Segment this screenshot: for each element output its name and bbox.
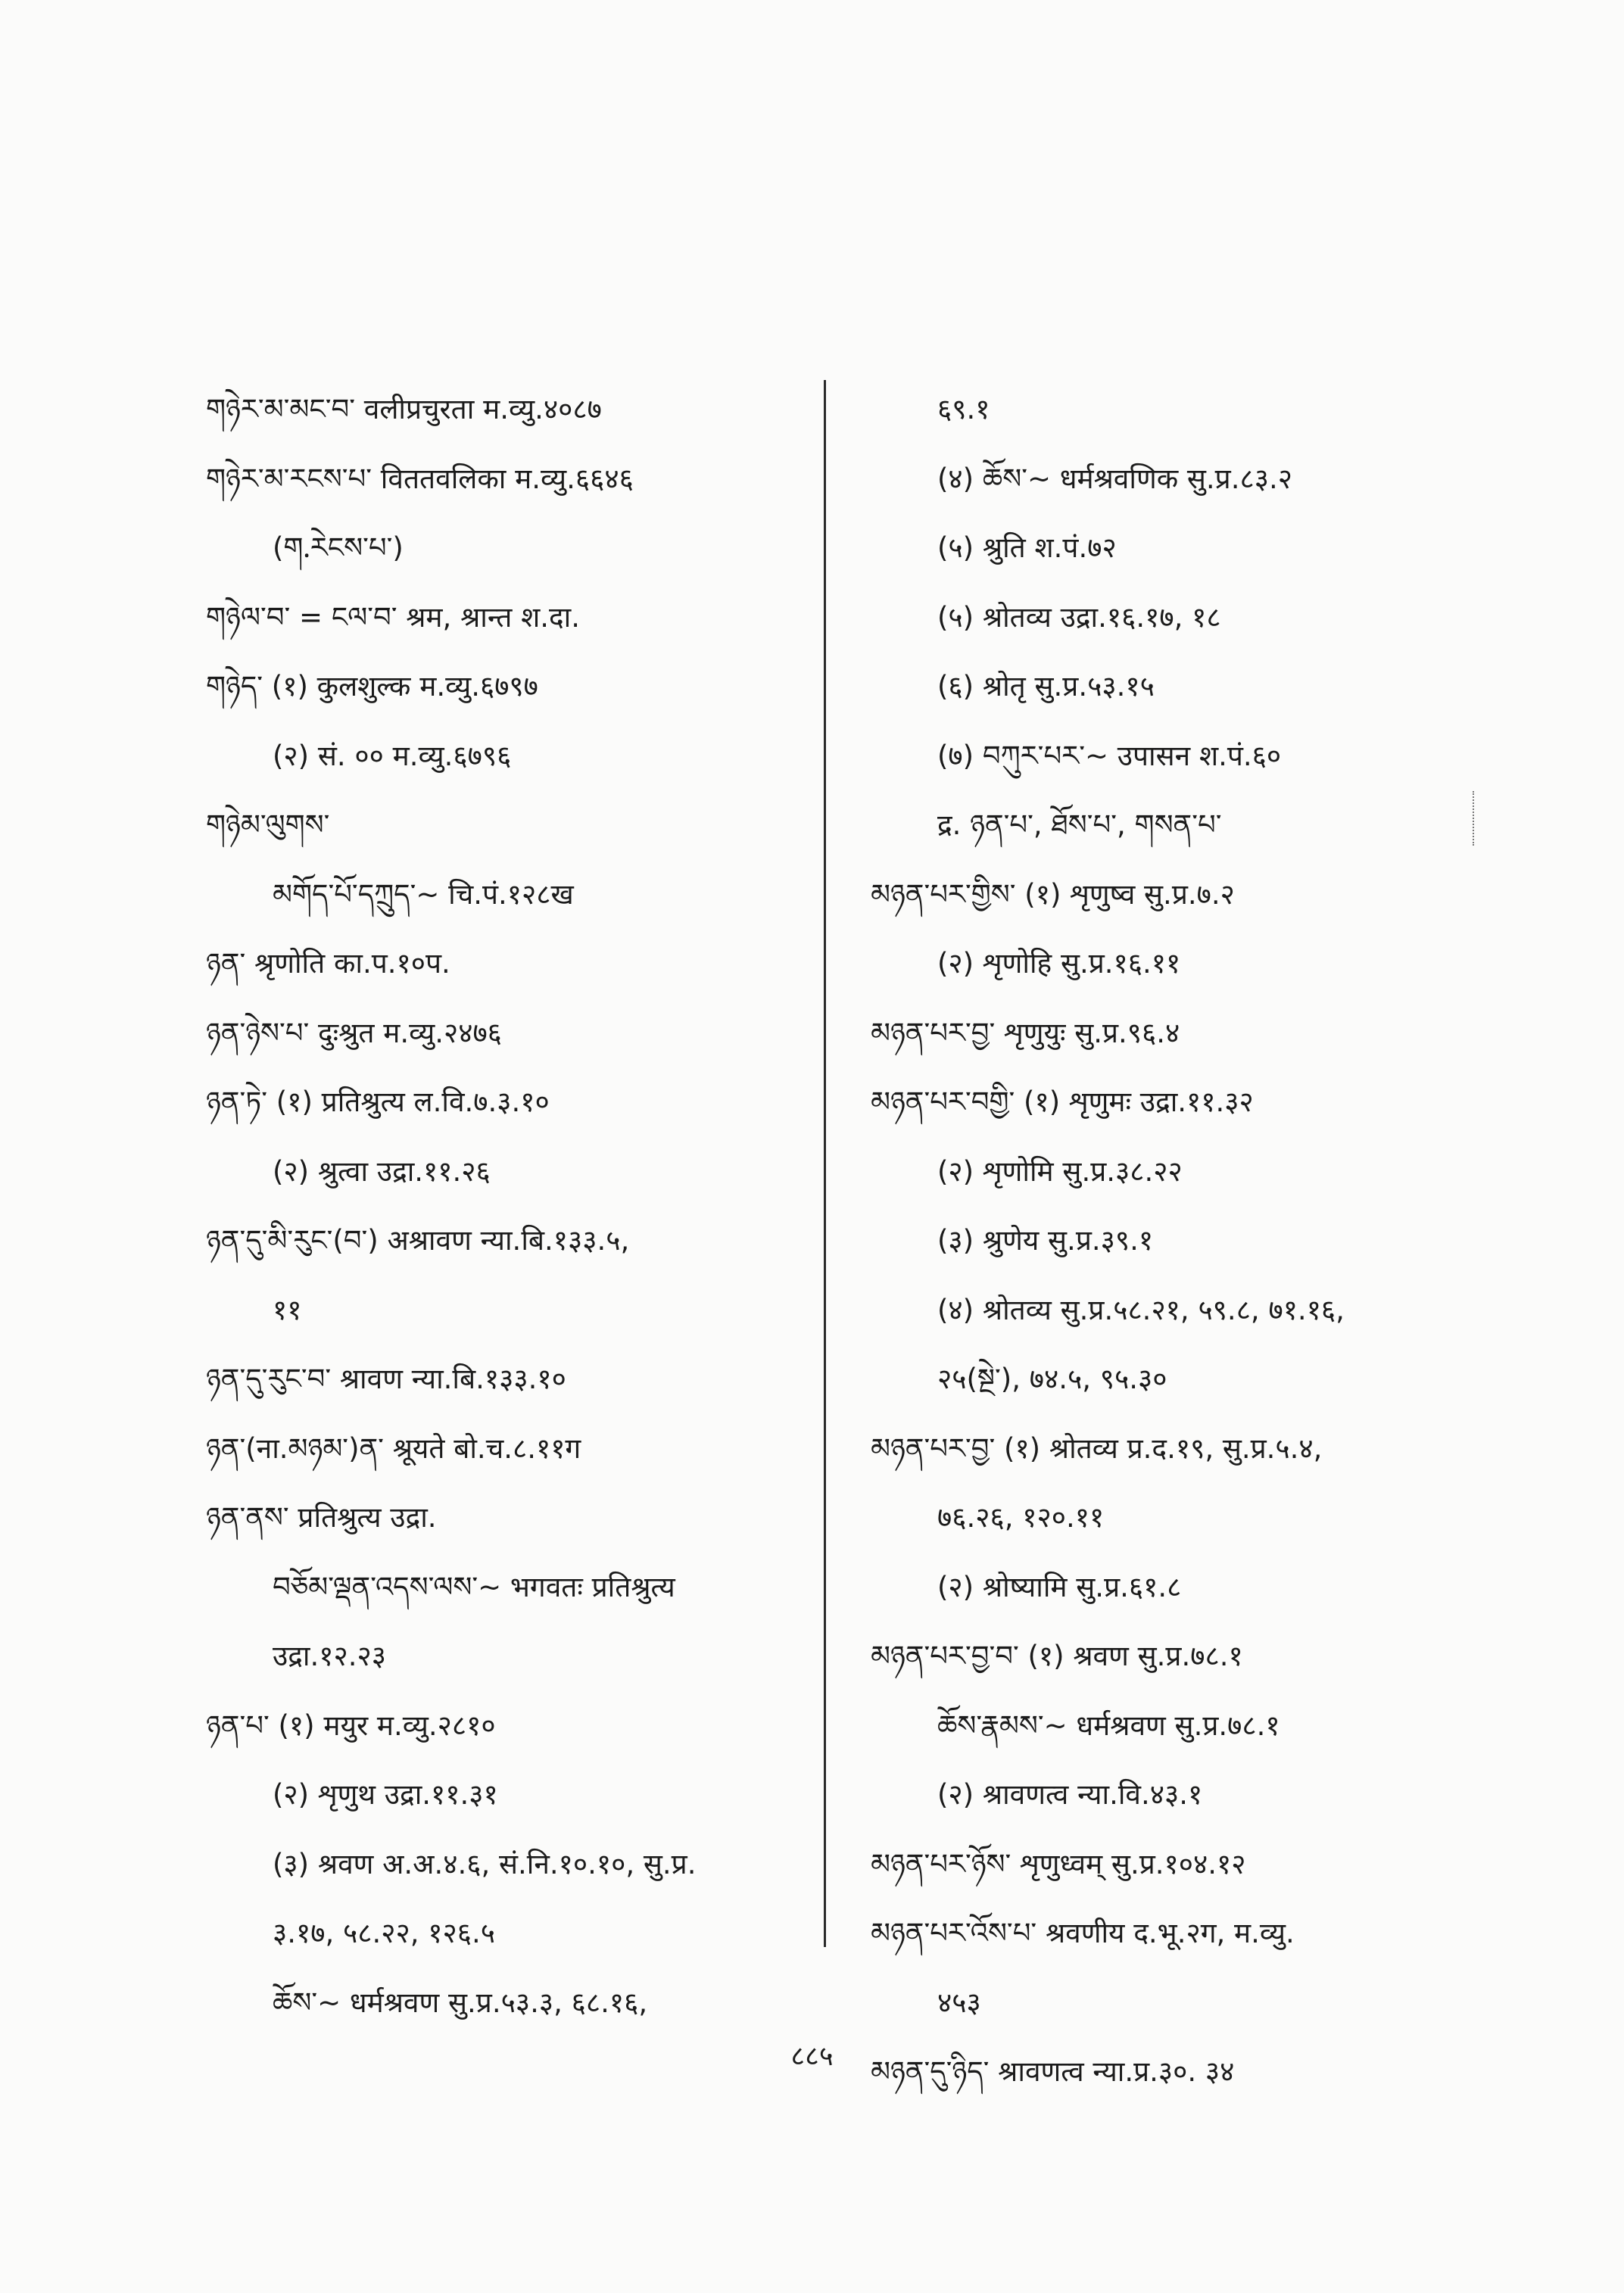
column-divider xyxy=(824,380,826,1947)
dictionary-entry-line: ཉན་དུ་མི་རུང་(བ་) अश्रावण न्या.बि.१३३.५, xyxy=(206,1224,630,1257)
margin-mark xyxy=(1473,791,1477,846)
dictionary-entry-line: (३) श्रवण अ.अ.४.६, सं.नि.१०.१०, सु.प्र. xyxy=(273,1847,697,1880)
dictionary-entry-line: (२) शृणुथ उद्रा.११.३१ xyxy=(273,1778,498,1811)
dictionary-entry-line: ཉན་ཏེ་ (१) प्रतिश्रुत्य ल.वि.७.३.१० xyxy=(206,1086,550,1118)
dictionary-entry-line: (२) श्रोष्यामि सु.प्र.६१.८ xyxy=(937,1570,1182,1603)
dictionary-entry-line: མཉན་པར་གྱིས་ (१) शृणुष्व सु.प्र.७.२ xyxy=(871,877,1235,911)
left-column xyxy=(206,375,812,2037)
dictionary-entry-line: བཅོམ་ལྡན་འདས་ལས་~ भगवतः प्रतिश्रुत्य xyxy=(273,1570,675,1603)
dictionary-entry-line: གཉེར་མ་རངས་པ་ विततवलिका म.व्यु.६६४६ xyxy=(206,462,634,495)
dictionary-entry-line: (५) श्रुति श.पं.७२ xyxy=(937,531,1117,564)
dictionary-entry-line: ཉན་པ་ (१) मयुर म.व्यु.२८१० xyxy=(206,1709,496,1742)
dictionary-entry-line: ७६.२६, १२०.११ xyxy=(937,1501,1105,1534)
dictionary-entry-line: (२) शृणोमि सु.प्र.३८.२२ xyxy=(937,1154,1183,1188)
dictionary-entry-line: (६) श्रोतृ सु.प्र.५३.१५ xyxy=(937,670,1155,703)
dictionary-entry-line: མགོད་པོ་དཀྲུད་~ चि.पं.१२८ख xyxy=(273,877,574,911)
dictionary-entry-line: གཉེར་མ་མང་བ་ वलीप्रचुरता म.व्यु.४०८७ xyxy=(206,393,602,425)
dictionary-entry-line: མཉན་པར་འོས་པ་ श्रवणीय द.भू.२ग, म.व्यु. xyxy=(871,1917,1295,1949)
dictionary-entry-line: གཉེལ་བ་ = ངལ་བ་ श्रम, श्रान्त श.दा. xyxy=(206,600,581,634)
dictionary-entry-line: ཉན་ श्रृणोति का.प.१०प. xyxy=(206,947,450,980)
dictionary-entry-line: ३.१७, ५८.२२, १२६.५ xyxy=(273,1917,495,1949)
dictionary-entry-line: (४) श्रोतव्य सु.प्र.५८.२१, ५९.८, ७१.१६, xyxy=(937,1293,1345,1326)
dictionary-entry-line: (४) ཆོས་~ धर्मश्रवणिक सु.प्र.८३.२ xyxy=(937,462,1292,495)
dictionary-entry-line: ཉན་(ना.མཉམ་)ན་ श्रूयते बो.च.८.११ग xyxy=(206,1432,581,1465)
dictionary-entry-line: མཉན་པར་ཉོས་ शृणुध्वम् सु.प्र.१०४.१२ xyxy=(871,1847,1246,1880)
dictionary-entry-line: ११ xyxy=(273,1293,302,1326)
dictionary-entry-line: (२) सं. ०० म.व्यु.६७९६ xyxy=(273,739,512,772)
dictionary-entry-line: (२) श्रावणत्व न्या.वि.४३.१ xyxy=(937,1778,1203,1811)
dictionary-entry-line: ཉན་ནས་ प्रतिश्रुत्य उद्रा. xyxy=(206,1501,437,1534)
dictionary-entry-line: མཉན་པར་བྱ་ शृणुयुः सु.प्र.९६.४ xyxy=(871,1016,1180,1049)
dictionary-entry-line: (२) शृणोहि सु.प्र.१६.११ xyxy=(937,947,1181,980)
dictionary-entry-line: द्र. ཉན་པ་, ཐོས་པ་, གསན་པ་ xyxy=(937,808,1222,841)
dictionary-entry-line: མཉན་དུ་ཉིད་ श्रावणत्व न्या.प्र.३०. ३४ xyxy=(871,2055,1235,2088)
dictionary-entry-line: ཆོས་~ धर्मश्रवण सु.प्र.५३.३, ६८.१६, xyxy=(273,1986,648,2019)
dictionary-entry-line: གཉེམ་ལུགས་ xyxy=(206,808,330,841)
dictionary-entry-line: མཉན་པར་བགྱི་ (१) शृणुमः उद्रा.११.३२ xyxy=(871,1086,1254,1118)
dictionary-entry-line: ६९.१ xyxy=(937,393,990,425)
page-number: ८८५ xyxy=(790,2041,834,2072)
dictionary-entry-line: ४५३ xyxy=(937,1986,981,2019)
dictionary-entry-line: (७) བཀུར་པར་~ उपासन श.पं.६० xyxy=(937,739,1282,772)
dictionary-entry-line: མཉན་པར་བྱ་བ་ (१) श्रवण सु.प्र.७८.१ xyxy=(871,1640,1243,1672)
dictionary-entry-line: ཉན་དུ་རུང་བ་ श्रावण न्या.बि.१३३.१० xyxy=(206,1363,566,1395)
dictionary-entry-line: ཆོས་རྣམས་~ धर्मश्रवण सु.प्र.७८.१ xyxy=(937,1709,1280,1742)
dictionary-entry-line: (ག.ེརངས་པ་) xyxy=(273,531,404,564)
dictionary-entry-line: उद्रा.१२.२३ xyxy=(273,1640,386,1672)
dictionary-entry-line: མཉན་པར་བྱ་ (१) श्रोतव्य प्र.द.१९, सु.प्र.५.४, xyxy=(871,1432,1323,1465)
right-column xyxy=(871,375,1522,2107)
dictionary-entry-line: (५) श्रोतव्य उद्रा.१६.१७, १८ xyxy=(937,600,1221,634)
dictionary-entry-line: (३) श्रुणेय सु.प्र.३९.१ xyxy=(937,1224,1154,1257)
dictionary-entry-line: २५(སྔེ་), ७४.५, ९५.३० xyxy=(937,1363,1167,1395)
dictionary-entry-line: (२) श्रुत्वा उद्रा.११.२६ xyxy=(273,1154,491,1188)
dictionary-entry-line: གཉེད་ (१) कुलशुल्क म.व्यु.६७९७ xyxy=(206,670,538,703)
dictionary-entry-line: ཉན་ཉེས་པ་ दुःश्रुत म.व्यु.२४७६ xyxy=(206,1016,502,1049)
